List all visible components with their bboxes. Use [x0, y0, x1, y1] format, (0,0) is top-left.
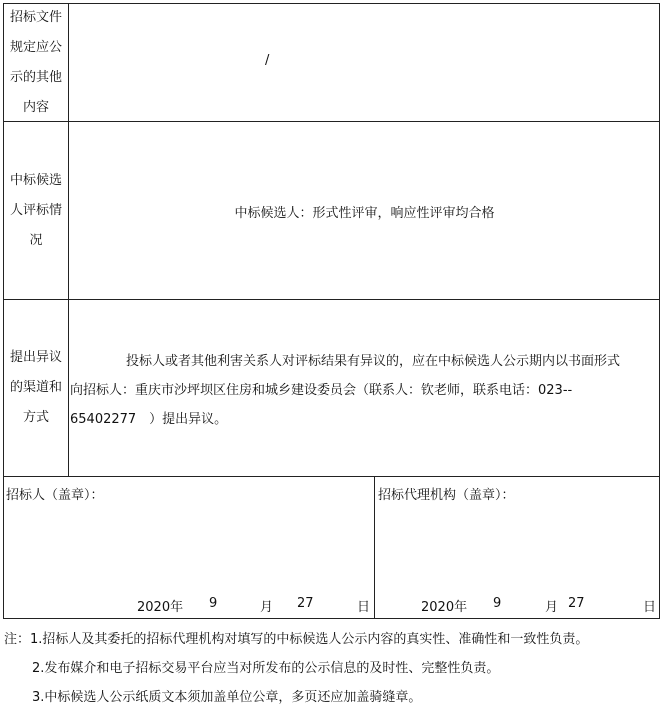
note-3: 3.中标候选人公示纸质文本须加盖单位公章，多页还应加盖骑缝章。: [32, 690, 422, 705]
signature-divider: [374, 476, 375, 619]
agency-seal-label: 招标代理机构（盖章）：: [378, 488, 515, 503]
tenderer-date-day-unit: 日: [357, 600, 371, 615]
agency-date-day-unit: 日: [643, 600, 657, 615]
row-label-evaluation: [4, 166, 68, 256]
tenderer-date-day: 27: [297, 596, 314, 611]
label-line: 招标文件: [9, 10, 62, 25]
row-label-other-content: [4, 3, 68, 123]
label-line: 中标候选: [9, 173, 62, 188]
row-label-objection: [4, 343, 68, 433]
agency-date-year: 2020年: [421, 600, 468, 615]
label-line: 人评标情: [9, 203, 62, 218]
label-line: 方式: [22, 410, 49, 425]
agency-date-month-unit: 月: [545, 600, 559, 615]
objection-line-3: 65402277 ）提出异议。: [70, 412, 228, 427]
row-value-evaluation: 中标候选人：形式性评审，响应性评审均合格: [234, 206, 495, 221]
table-frame: [3, 3, 660, 619]
note-1: 注：1.招标人及其委托的招标代理机构对填写的中标候选人公示内容的真实性、准确性和一致性负责。: [4, 632, 589, 647]
tenderer-date-month: 9: [209, 596, 218, 611]
note-2: 2.发布媒介和电子招标交易平台应当对所发布的公示信息的及时性、完整性负责。: [32, 661, 500, 676]
label-line: 提出异议: [9, 350, 62, 365]
row-divider: [3, 299, 660, 300]
label-line: 示的其他: [9, 70, 62, 85]
tenderer-date-year: 2020年: [137, 600, 184, 615]
agency-date-month: 9: [493, 596, 502, 611]
label-line: 况: [29, 233, 43, 248]
tenderer-seal-label: 招标人（盖章）：: [6, 488, 104, 503]
agency-date-day: 27: [568, 596, 585, 611]
label-line: 的渠道和: [9, 380, 62, 395]
objection-line-1: 投标人或者其他利害关系人对评标结果有异议的，应在中标候选人公示期内以书面形式: [126, 354, 621, 369]
row-value-other-content: /: [265, 53, 270, 68]
tenderer-date-month-unit: 月: [260, 600, 274, 615]
label-line: 规定应公: [9, 40, 62, 55]
row-divider: [3, 121, 660, 122]
row-divider: [3, 476, 660, 477]
column-divider: [68, 3, 69, 476]
objection-line-2: 向招标人：重庆市沙坪坝区住房和城乡建设委员会（联系人：钦老师，联系电话：023--: [70, 383, 573, 398]
label-line: 内容: [22, 100, 49, 115]
